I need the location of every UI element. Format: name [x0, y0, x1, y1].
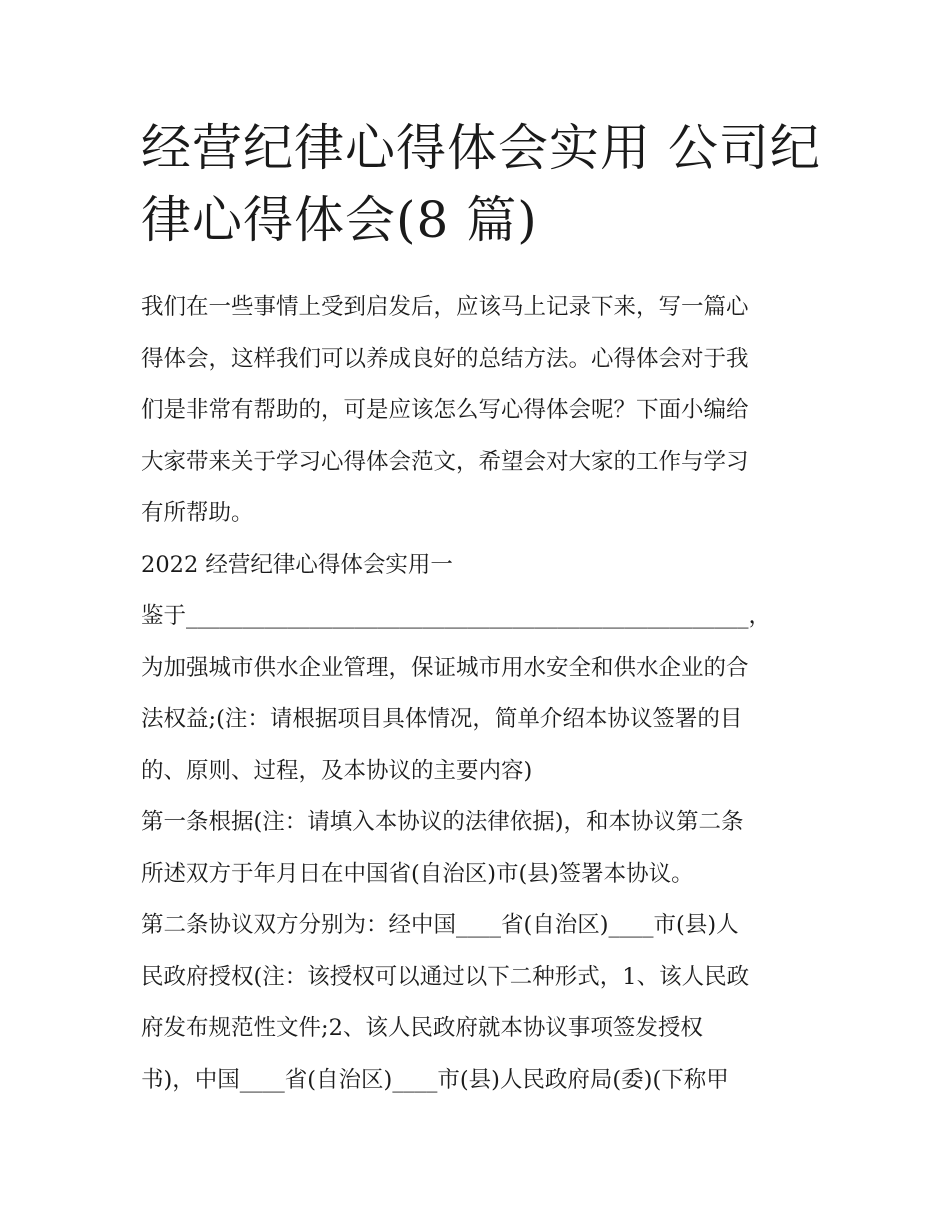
body-line: 们是非常有帮助的，可是应该怎么写心得体会呢？下面小编给: [141, 397, 749, 423]
body-line: 的、原则、过程，及本协议的主要内容): [141, 757, 533, 784]
document-title: [141, 112, 821, 256]
body-line: 民政府授权(注：该授权可以通过以下二种形式，1、该人民政: [141, 963, 750, 990]
body-line: 第一条根据(注：请填入本协议的法律依据)，和本协议第二条: [141, 809, 744, 835]
title-line: 经营纪律心得体会实用 公司纪: [141, 119, 821, 177]
document-body: [141, 282, 821, 1106]
body-line: 大家带来关于学习心得体会范文，希望会对大家的工作与学习: [141, 448, 749, 475]
section-heading: 2022 经营纪律心得体会实用一: [141, 551, 453, 578]
body-line: 所述双方于年月日在中国省(自治区)市(县)签署本协议。: [141, 860, 694, 887]
body-line: 我们在一些事情上受到启发后，应该马上记录下来，写一篇心: [141, 294, 749, 320]
body-line: 书)，中国____省(自治区)____市(县)人民政府局(委)(下称甲: [141, 1066, 729, 1093]
body-line: 有所帮助。: [141, 500, 254, 526]
document-page: [141, 0, 821, 1229]
body-line: 府发布规范性文件;2、该人民政府就本协议事项签发授权: [141, 1015, 703, 1041]
title-line: 律心得体会(8 篇): [141, 191, 538, 249]
body-line: 法权益;(注：请根据项目具体情况，简单介绍本协议签署的目: [141, 706, 743, 732]
body-line: 鉴于__________________________________________________，: [141, 603, 772, 629]
body-line: 第二条协议双方分别为：经中国____省(自治区)____市(县)人: [141, 912, 739, 938]
body-line: 为加强城市供水企业管理，保证城市用水安全和供水企业的合: [141, 654, 749, 681]
body-line: 得体会，这样我们可以养成良好的总结方法。心得体会对于我: [141, 345, 749, 372]
